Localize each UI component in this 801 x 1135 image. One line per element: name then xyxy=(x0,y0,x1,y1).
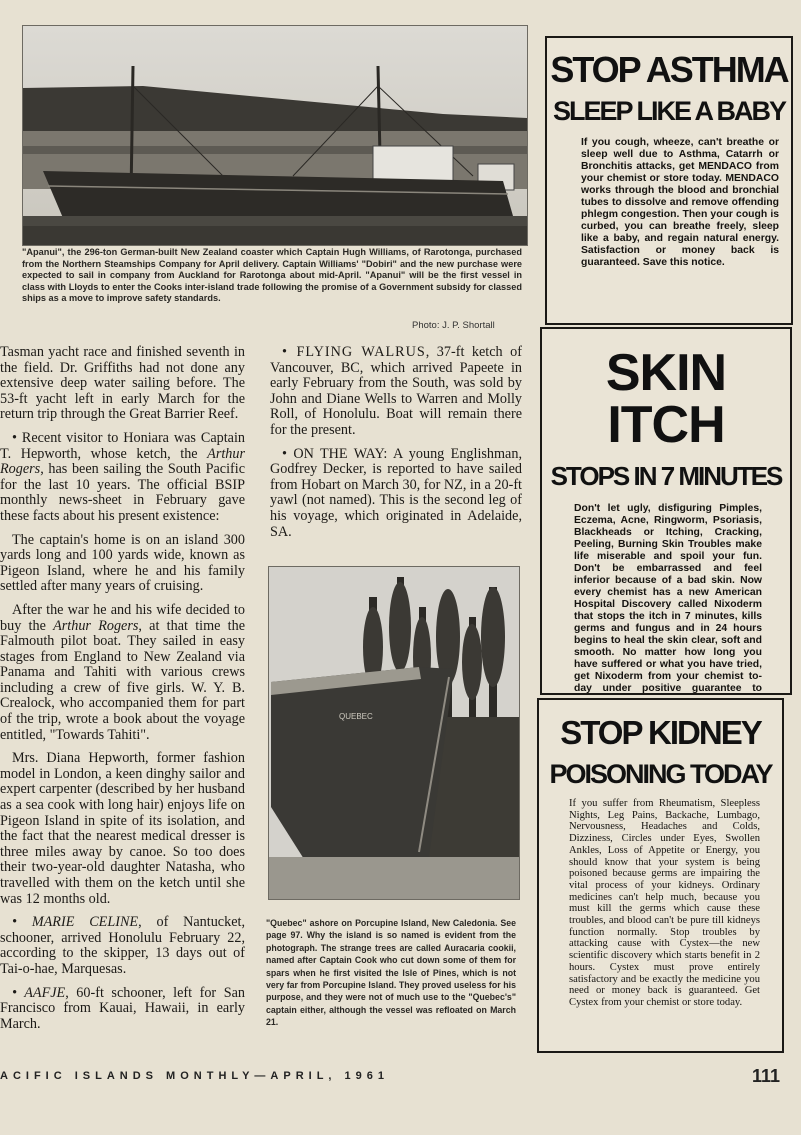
text-run: , has been sailing the South Pacific for the last 10 years. The official BSIP monthly news-sheet in February gave these facts about his present existence: xyxy=(0,461,245,524)
ad-headline: STOP KIDNEY xyxy=(560,714,761,751)
article-paragraph: Mrs. Diana Hepworth, former fashion model in London, a keen dinghy sailor and expert carpenter (described by her husband as a sea cook with long hair) enjoys life on Pigeon Island in spite of its isolation, and the fact that the nearest medical dresser is three miles away by canoe. So too does their two-year-old daughter Natasha, who travelled with them on the ketch until she was 12 months old. xyxy=(0,750,245,907)
ad-stop-asthma xyxy=(545,36,793,325)
photo-credit: Photo: J. P. Shortall xyxy=(412,320,495,331)
article-paragraph xyxy=(0,915,245,977)
page-footer xyxy=(0,1066,801,1096)
article-column-middle xyxy=(270,345,522,555)
ad-body: If you cough, wheeze, can't breathe or sleep well due to Asthma, Catarrh or Bronchitis attacks, get MENDACO from your chemist or store today. MENDACO works through the blood and bronchial tubes to dissolve and remove offending phlegm congestion. Then your cough is curbed, you can breathe freely, sleep like a baby, and regain natural energy. Satisfaction or money back is guaranteed. Save this notice. xyxy=(581,137,779,268)
hull-name: QUEBEC xyxy=(339,712,373,721)
article-paragraph: • ON THE WAY: A young Englishman, Godfrey Decker, is reported to have sailed from Hobart on March 30, for NZ, in a 20-ft yawl (not named). This is the second leg of his voyage, which originated in Adelaide, SA. xyxy=(270,445,522,540)
article-paragraph xyxy=(0,431,245,525)
ad-headline: SLEEP LIKE A BABY xyxy=(552,96,786,126)
boat-name: • MARIE CELINE xyxy=(12,914,139,931)
ad-body: Don't let ugly, disfiguring Pimples, Eczema, Acne, Ringworm, Psoriasis, Blackheads or Itching, Cracking, Peeling, Burning Skin Troubles make life miserable and spoil your fun. Don't be embarrassed and feel inferior because of a bad skin. Now every chemist has a new American Hospital Discovery called Nixoderm that stops the itch in 7 minutes, kills germs and fungus and in 24 hours begins to heal the skin clear, soft and smooth. No matter how long you have suffered or what you have tried, get Nixoderm from your chemist to-day under positive guarantee to xyxy=(574,503,762,694)
ad-headline: POISONING TODAY xyxy=(549,759,772,789)
ad-skin-itch xyxy=(540,327,792,695)
boat-name: • FLYING WALRUS xyxy=(282,345,426,360)
boat-name: • AAFJE xyxy=(12,984,66,1001)
text-run: , 37-ft ketch of Vancouver, BC, which arrived Papeete in early February from the South, was sold by John and Diane Wells to Warren and Molly Roll, of Honolulu. Boat will remain there for the present. xyxy=(270,345,522,438)
text-run: , of Nantucket, schooner, arrived Honolulu February 22, according to the skipper, 13 days out of Tai-o-hae, Marquesas. xyxy=(0,914,245,977)
ad-headline: STOP ASTHMA xyxy=(550,49,788,90)
photo-apanui xyxy=(22,25,528,246)
text-run: • Recent visitor to Honiara was Captain T. Hepworth, whose ketch, the xyxy=(0,429,245,462)
article-paragraph xyxy=(0,986,245,1033)
ad-headline: SKIN ITCH xyxy=(605,344,727,454)
photo-quebec-caption: "Quebec" ashore on Porcupine Island, New Caledonia. See page 97. Why the island is so named is evident from the photograph. The strange trees are called Auracaria cookii, named after Captain Cook who cut down some of them for spars when he first visited the Isle of Pines, which is not very far from Porcupine Island. They proved useless for his purpose, and they were not of much use to the "Quebec's" captain either, although the vessel was refloated on March 21. xyxy=(266,918,516,1028)
ad-stop-kidney xyxy=(537,698,784,1053)
text-run: After the war he and his wife decided to buy the xyxy=(0,601,245,634)
article-column-left xyxy=(0,345,245,1050)
article-paragraph: The captain's home is on an island 300 yards long and 100 yards wide, known as Pigeon Island, where he and his family settled after many years of cruising. xyxy=(0,531,245,595)
text-run: , at that time the Falmouth pilot boat. They sailed in easy stages from England to New Zealand via Panama and Tahiti with various crews including a crew of five girls. W. Y. B. Crealock, who accompanied them for part of the trip, wrote a book about the voyage entitled, "Towards Tahiti". xyxy=(0,617,245,743)
article-paragraph xyxy=(270,345,522,439)
photo-apanui-image xyxy=(23,26,527,245)
boat-name: Arthur Rogers xyxy=(53,617,139,634)
article-paragraph: Tasman yacht race and finished seventh in the field. Dr. Griffiths had not done any extensive deep water sailing before. The 53-ft yacht left in early March for the return trip through the Great Barrier Reef. xyxy=(0,345,245,423)
ad-headline: STOPS IN 7 MINUTES xyxy=(550,461,782,491)
running-title: ACIFIC ISLANDS MONTHLY—APRIL, 1961 xyxy=(0,1070,390,1082)
article-paragraph xyxy=(0,603,245,743)
ad-body: If you suffer from Rheumatism, Sleepless Nights, Leg Pains, Backache, Lumbago, Nervousness, Headaches and Colds, Dizziness, Circles under Eyes, Swollen Ankles, Loss of Appetite or Energy, you should know that your system is being poisoned because germs are impairing the vital process of your kidneys. Ordinary medicines can't help much, because you must kill the germs which cause these troubles, and blood can't be pure till kidneys function normally. Stop troubles by attacking cause with Cystex—the new scientific discovery which starts benefit in 2 hours. Cystex must prove entirely satisfactory and be exactly the medicine you need or money back is guaranteed. Get Cystex from your chemist or store today. xyxy=(569,798,760,1008)
boat-name: Arthur Rogers xyxy=(0,445,245,478)
text-run: , 60-ft schooner, left for San Francisco from Kauai, Hawaii, in early March. xyxy=(0,984,245,1032)
photo-quebec xyxy=(268,566,520,900)
photo-apanui-caption: "Apanui", the 296-ton German-built New Zealand coaster which Captain Hugh Williams, of Rarotonga, purchased from the Northern Steamships Company for April delivery. Captain Williams' "Dobiri" and the new purchase were expected to sail in company from Auckland for Rarotonga about mid-April. "Apanui" will be the first vessel in class with Lloyds to enter the Cooks inter-island trade following the promise of a Government subsidy for classed ships as a move to improve safety standards. xyxy=(22,247,522,304)
page-number: 111 xyxy=(752,1066,781,1086)
photo-quebec-image xyxy=(269,567,519,899)
